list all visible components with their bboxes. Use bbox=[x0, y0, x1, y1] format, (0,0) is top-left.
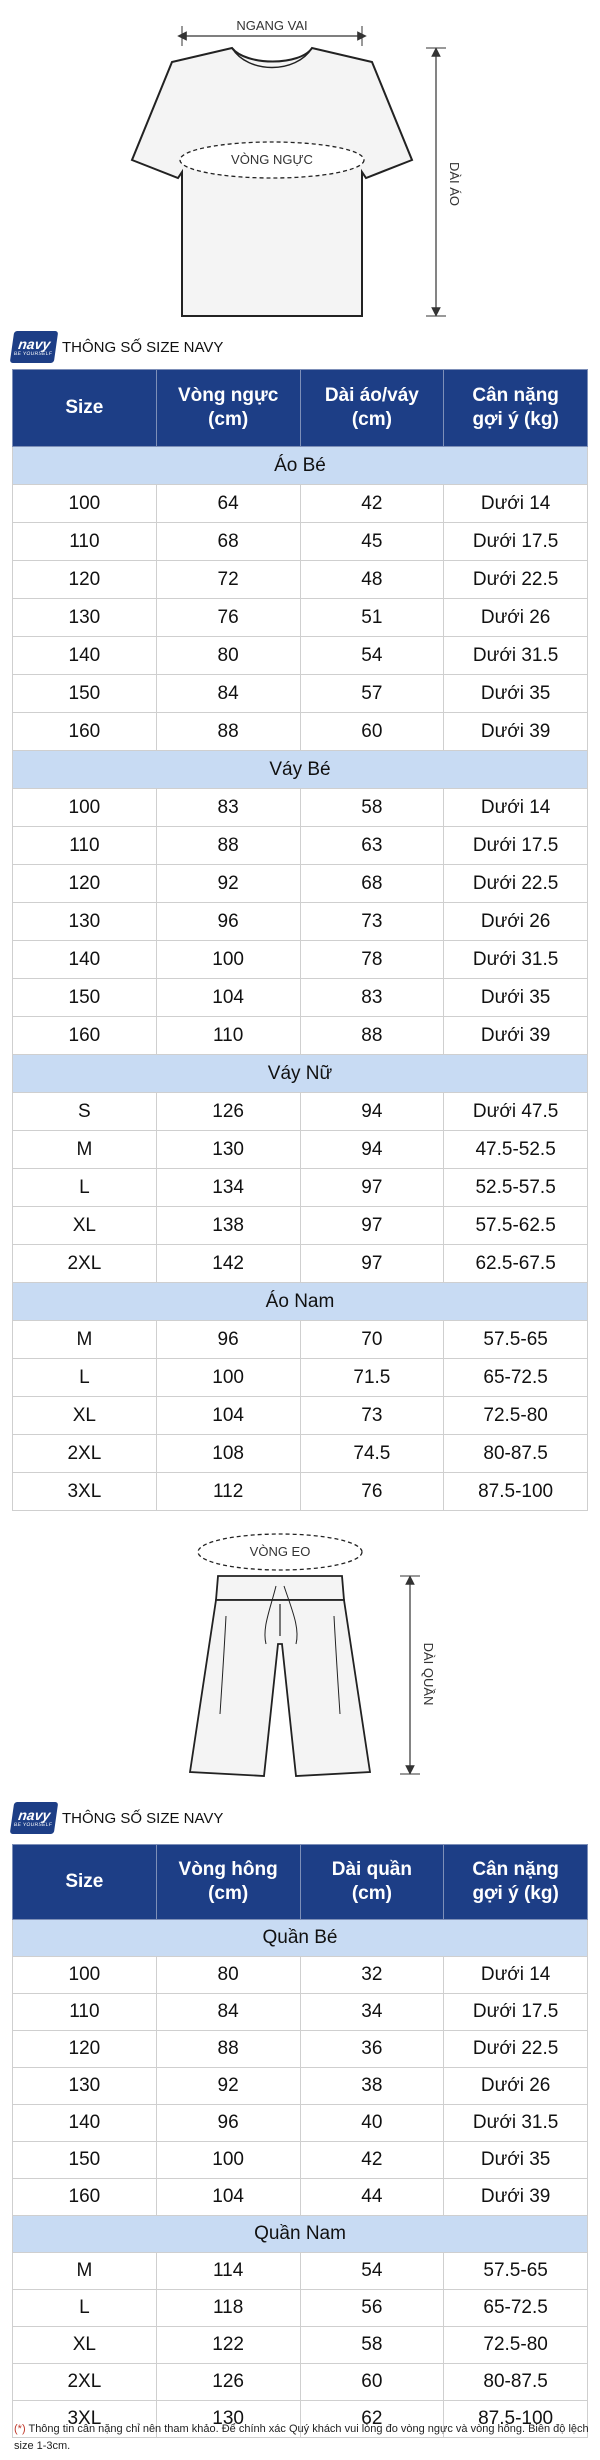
table-cell: 36 bbox=[300, 2031, 444, 2068]
table-row bbox=[13, 1994, 588, 2031]
table-cell: 83 bbox=[300, 979, 444, 1017]
table-cell: 76 bbox=[156, 599, 300, 637]
table-row bbox=[13, 2031, 588, 2068]
table-row bbox=[13, 599, 588, 637]
table-cell: 100 bbox=[156, 1359, 300, 1397]
table-cell: 3XL bbox=[13, 1473, 157, 1511]
section-row bbox=[13, 1055, 588, 1093]
table-cell: 74.5 bbox=[300, 1435, 444, 1473]
table-cell: XL bbox=[13, 2327, 157, 2364]
table-row bbox=[13, 941, 588, 979]
table-cell: 80-87.5 bbox=[444, 1435, 588, 1473]
table-cell: Dưới 35 bbox=[444, 2142, 588, 2179]
table-cell: 57.5-65 bbox=[444, 1321, 588, 1359]
table-cell: 80 bbox=[156, 637, 300, 675]
table-cell: Dưới 26 bbox=[444, 2068, 588, 2105]
length-label: DÀI ÁO bbox=[447, 161, 462, 207]
table-cell: 80-87.5 bbox=[444, 2364, 588, 2401]
shorts-icon bbox=[0, 1524, 600, 1794]
table-cell: M bbox=[13, 2253, 157, 2290]
table-cell: 51 bbox=[300, 599, 444, 637]
table-cell: 68 bbox=[300, 865, 444, 903]
table-cell: 97 bbox=[300, 1245, 444, 1283]
table-cell: Dưới 26 bbox=[444, 903, 588, 941]
table-cell: 104 bbox=[156, 1397, 300, 1435]
table-cell: 70 bbox=[300, 1321, 444, 1359]
shorts-diagram bbox=[0, 1524, 600, 1794]
table-cell: 120 bbox=[13, 2031, 157, 2068]
table-cell: 84 bbox=[156, 1994, 300, 2031]
table-cell: 140 bbox=[13, 2105, 157, 2142]
table-cell: 104 bbox=[156, 2179, 300, 2216]
table-cell: 126 bbox=[156, 1093, 300, 1131]
table-header-row bbox=[13, 1845, 588, 1920]
table-cell: 58 bbox=[300, 2327, 444, 2364]
table-cell: 54 bbox=[300, 2253, 444, 2290]
table-cell: 73 bbox=[300, 1397, 444, 1435]
table-cell: Dưới 22.5 bbox=[444, 865, 588, 903]
table-cell: L bbox=[13, 2290, 157, 2327]
table-cell: 94 bbox=[300, 1131, 444, 1169]
table-cell: 47.5-52.5 bbox=[444, 1131, 588, 1169]
table-cell: Dưới 17.5 bbox=[444, 523, 588, 561]
table-cell: 42 bbox=[300, 2142, 444, 2179]
table-row bbox=[13, 1093, 588, 1131]
table-cell: 88 bbox=[300, 1017, 444, 1055]
table-row bbox=[13, 523, 588, 561]
table-cell: 48 bbox=[300, 561, 444, 599]
table-cell: L bbox=[13, 1169, 157, 1207]
table-row bbox=[13, 789, 588, 827]
table-cell: 2XL bbox=[13, 2364, 157, 2401]
table-row bbox=[13, 2364, 588, 2401]
section-row bbox=[13, 1920, 588, 1957]
table-cell: 114 bbox=[156, 2253, 300, 2290]
section-title: Áo Bé bbox=[13, 447, 588, 485]
table-cell: 45 bbox=[300, 523, 444, 561]
section-row bbox=[13, 1283, 588, 1321]
table-cell: 72.5-80 bbox=[444, 2327, 588, 2364]
table-cell: 100 bbox=[13, 1957, 157, 1994]
table-cell: 87.5-100 bbox=[444, 2401, 588, 2438]
table-cell: 83 bbox=[156, 789, 300, 827]
table-cell: M bbox=[13, 1131, 157, 1169]
table-row bbox=[13, 865, 588, 903]
table-cell: 58 bbox=[300, 789, 444, 827]
table-cell: Dưới 14 bbox=[444, 1957, 588, 1994]
table-row bbox=[13, 2290, 588, 2327]
navy-logo: navy BE YOURSELF bbox=[10, 1802, 58, 1834]
section-title: Áo Nam bbox=[13, 1283, 588, 1321]
table-cell: Dưới 14 bbox=[444, 789, 588, 827]
shirt-diagram bbox=[0, 0, 600, 330]
table-cell: Dưới 39 bbox=[444, 713, 588, 751]
table-title: THÔNG SỐ SIZE NAVY bbox=[62, 338, 224, 356]
table-cell: 96 bbox=[156, 903, 300, 941]
table-cell: 34 bbox=[300, 1994, 444, 2031]
table-cell: 64 bbox=[156, 485, 300, 523]
table-cell: Dưới 31.5 bbox=[444, 941, 588, 979]
column-header: Vòng ngực (cm) bbox=[156, 370, 300, 447]
table-row bbox=[13, 979, 588, 1017]
table-row bbox=[13, 1359, 588, 1397]
table-cell: 60 bbox=[300, 2364, 444, 2401]
table-row bbox=[13, 903, 588, 941]
table-row bbox=[13, 1397, 588, 1435]
table-row bbox=[13, 2253, 588, 2290]
table-cell: 150 bbox=[13, 979, 157, 1017]
table-row bbox=[13, 827, 588, 865]
table-cell: Dưới 39 bbox=[444, 1017, 588, 1055]
table-cell: 100 bbox=[156, 2142, 300, 2179]
table-cell: 62 bbox=[300, 2401, 444, 2438]
table-cell: 97 bbox=[300, 1207, 444, 1245]
table-cell: 63 bbox=[300, 827, 444, 865]
table-cell: 96 bbox=[156, 2105, 300, 2142]
table-cell: 57 bbox=[300, 675, 444, 713]
column-header: Dài quần (cm) bbox=[300, 1845, 444, 1920]
table-cell: 72.5-80 bbox=[444, 1397, 588, 1435]
table-row bbox=[13, 1131, 588, 1169]
table-cell: 88 bbox=[156, 827, 300, 865]
table-cell: 56 bbox=[300, 2290, 444, 2327]
table-cell: Dưới 17.5 bbox=[444, 1994, 588, 2031]
column-header: Cân nặng gợi ý (kg) bbox=[444, 1845, 588, 1920]
table-row bbox=[13, 561, 588, 599]
navy-logo: navy BE YOURSELF bbox=[10, 331, 58, 363]
table-cell: XL bbox=[13, 1397, 157, 1435]
table-cell: 52.5-57.5 bbox=[444, 1169, 588, 1207]
table-row bbox=[13, 1435, 588, 1473]
section-title: Váy Nữ bbox=[13, 1055, 588, 1093]
section-title: Quần Bé bbox=[13, 1920, 588, 1957]
chest-label: VÒNG NGỰC bbox=[231, 152, 313, 167]
table-cell: XL bbox=[13, 1207, 157, 1245]
table-row bbox=[13, 1017, 588, 1055]
table-cell: 150 bbox=[13, 2142, 157, 2179]
table-cell: 150 bbox=[13, 675, 157, 713]
table-cell: Dưới 22.5 bbox=[444, 561, 588, 599]
section-title: Váy Bé bbox=[13, 751, 588, 789]
footnote bbox=[14, 2421, 590, 2455]
table-cell: 160 bbox=[13, 713, 157, 751]
table-cell: 78 bbox=[300, 941, 444, 979]
table-cell: 100 bbox=[13, 485, 157, 523]
table-cell: 130 bbox=[13, 2068, 157, 2105]
table-cell: 57.5-62.5 bbox=[444, 1207, 588, 1245]
table-cell: S bbox=[13, 1093, 157, 1131]
table-row bbox=[13, 1245, 588, 1283]
table-cell: 120 bbox=[13, 865, 157, 903]
table-cell: 65-72.5 bbox=[444, 1359, 588, 1397]
brand-heading-1 bbox=[12, 331, 223, 363]
table-cell: 110 bbox=[13, 827, 157, 865]
table-cell: 108 bbox=[156, 1435, 300, 1473]
table-row bbox=[13, 2068, 588, 2105]
table-cell: Dưới 35 bbox=[444, 675, 588, 713]
footnote-text: Thông tin cân nặng chỉ nên tham khảo. Để chính xác Quý khách vui lòng đo vòng ngực và vòng hông. Biên độ lệch size 1-3cm. bbox=[14, 2423, 589, 2452]
shoulder-label: NGANG VAI bbox=[236, 18, 308, 33]
table-cell: 76 bbox=[300, 1473, 444, 1511]
waist-label: VÒNG EO bbox=[249, 1544, 311, 1559]
table-cell: Dưới 17.5 bbox=[444, 827, 588, 865]
table-cell: 130 bbox=[13, 599, 157, 637]
table-row bbox=[13, 2179, 588, 2216]
table-cell: 130 bbox=[156, 1131, 300, 1169]
table-cell: 54 bbox=[300, 637, 444, 675]
table-row bbox=[13, 637, 588, 675]
table-row bbox=[13, 1207, 588, 1245]
table-cell: Dưới 47.5 bbox=[444, 1093, 588, 1131]
table-title: THÔNG SỐ SIZE NAVY bbox=[62, 1809, 224, 1827]
table-cell: 96 bbox=[156, 1321, 300, 1359]
table-cell: Dưới 39 bbox=[444, 2179, 588, 2216]
table-cell: 88 bbox=[156, 2031, 300, 2068]
table-row bbox=[13, 1321, 588, 1359]
table-cell: 122 bbox=[156, 2327, 300, 2364]
table-cell: 118 bbox=[156, 2290, 300, 2327]
table-header-row bbox=[13, 370, 588, 447]
table-row bbox=[13, 2105, 588, 2142]
table-cell: 100 bbox=[13, 789, 157, 827]
column-header: Vòng hông (cm) bbox=[156, 1845, 300, 1920]
section-row bbox=[13, 447, 588, 485]
size-table-tops bbox=[12, 369, 588, 1511]
table-cell: 110 bbox=[156, 1017, 300, 1055]
table-cell: 88 bbox=[156, 713, 300, 751]
table-cell: 126 bbox=[156, 2364, 300, 2401]
column-header: Dài áo/váy (cm) bbox=[300, 370, 444, 447]
table-cell: 84 bbox=[156, 675, 300, 713]
table-cell: Dưới 22.5 bbox=[444, 2031, 588, 2068]
table-row bbox=[13, 485, 588, 523]
section-title: Quần Nam bbox=[13, 2216, 588, 2253]
table-cell: 71.5 bbox=[300, 1359, 444, 1397]
table-cell: 110 bbox=[13, 523, 157, 561]
size-table-pants bbox=[12, 1844, 588, 2438]
section-row bbox=[13, 751, 588, 789]
column-header: Size bbox=[13, 370, 157, 447]
length-label-shorts: DÀI QUẦN bbox=[421, 1642, 436, 1706]
table-cell: 104 bbox=[156, 979, 300, 1017]
table-cell: 38 bbox=[300, 2068, 444, 2105]
table-cell: 73 bbox=[300, 903, 444, 941]
table-cell: 138 bbox=[156, 1207, 300, 1245]
table-cell: 92 bbox=[156, 865, 300, 903]
table-cell: 62.5-67.5 bbox=[444, 1245, 588, 1283]
table-row bbox=[13, 1169, 588, 1207]
table-cell: 2XL bbox=[13, 1435, 157, 1473]
table-cell: 160 bbox=[13, 1017, 157, 1055]
column-header: Cân nặng gợi ý (kg) bbox=[444, 370, 588, 447]
brand-heading-2 bbox=[12, 1802, 223, 1834]
table-cell: 60 bbox=[300, 713, 444, 751]
column-header: Size bbox=[13, 1845, 157, 1920]
table-cell: 110 bbox=[13, 1994, 157, 2031]
table-cell: 40 bbox=[300, 2105, 444, 2142]
table-cell: 44 bbox=[300, 2179, 444, 2216]
tshirt-icon bbox=[0, 0, 600, 330]
table-row bbox=[13, 1957, 588, 1994]
table-cell: Dưới 26 bbox=[444, 599, 588, 637]
table-cell: L bbox=[13, 1359, 157, 1397]
table-cell: 42 bbox=[300, 485, 444, 523]
table-cell: 140 bbox=[13, 941, 157, 979]
table-cell: M bbox=[13, 1321, 157, 1359]
table-cell: 112 bbox=[156, 1473, 300, 1511]
table-cell: Dưới 31.5 bbox=[444, 2105, 588, 2142]
table-cell: 134 bbox=[156, 1169, 300, 1207]
table-cell: Dưới 31.5 bbox=[444, 637, 588, 675]
table-cell: 120 bbox=[13, 561, 157, 599]
table-row bbox=[13, 713, 588, 751]
table-cell: 2XL bbox=[13, 1245, 157, 1283]
table-row bbox=[13, 675, 588, 713]
table-cell: 87.5-100 bbox=[444, 1473, 588, 1511]
table-cell: 142 bbox=[156, 1245, 300, 1283]
table-cell: 72 bbox=[156, 561, 300, 599]
table-cell: Dưới 35 bbox=[444, 979, 588, 1017]
section-row bbox=[13, 2216, 588, 2253]
table-cell: 97 bbox=[300, 1169, 444, 1207]
table-row bbox=[13, 1473, 588, 1511]
footnote-mark: (*) bbox=[14, 2423, 26, 2435]
table-row bbox=[13, 2142, 588, 2179]
table-cell: Dưới 14 bbox=[444, 485, 588, 523]
table-cell: 32 bbox=[300, 1957, 444, 1994]
table-cell: 57.5-65 bbox=[444, 2253, 588, 2290]
table-cell: 92 bbox=[156, 2068, 300, 2105]
table-cell: 130 bbox=[13, 903, 157, 941]
table-cell: 130 bbox=[156, 2401, 300, 2438]
table-cell: 68 bbox=[156, 523, 300, 561]
table-cell: 100 bbox=[156, 941, 300, 979]
table-cell: 65-72.5 bbox=[444, 2290, 588, 2327]
table-cell: 140 bbox=[13, 637, 157, 675]
table-cell: 94 bbox=[300, 1093, 444, 1131]
table-cell: 3XL bbox=[13, 2401, 157, 2438]
table-cell: 80 bbox=[156, 1957, 300, 1994]
table-row bbox=[13, 2327, 588, 2364]
table-cell: 160 bbox=[13, 2179, 157, 2216]
